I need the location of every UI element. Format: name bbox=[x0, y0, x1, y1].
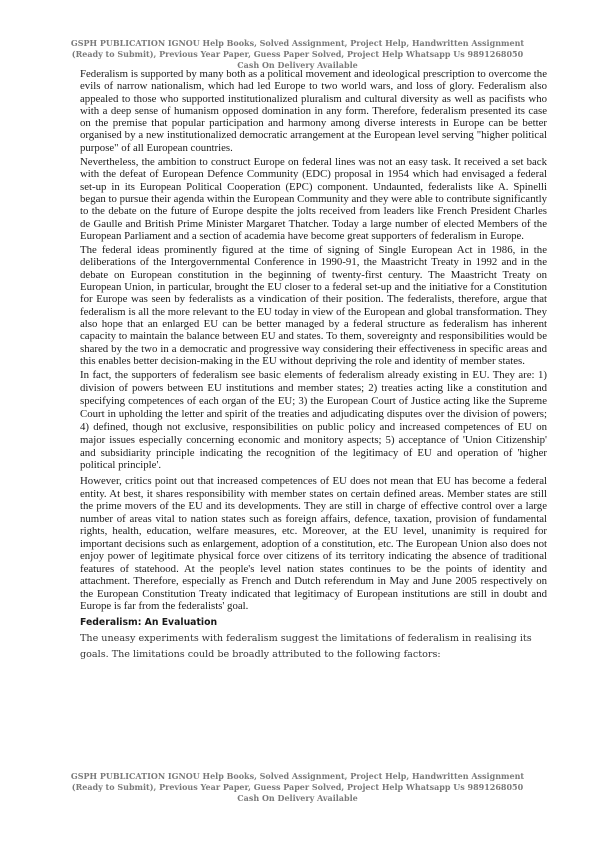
document-body bbox=[80, 68, 547, 666]
paragraph-evaluation: The uneasy experiments with federalism suggest the limitations of federalism in realising its goals. The limitations could be broadly attributed to the following factors: bbox=[80, 632, 532, 661]
paragraph-setback: Nevertheless, the ambition to construct Europe on federal lines was not an easy task. It received a set back with the defeat of European Defence Community (EDC) proposal in 1954 which had envisaged a federal set-up in its European Political Cooperation (EPC) component. Undaunted, federalists like A. Spinelli began to pursue their agenda within the European Community and they were able to contribute significantly to the debate on the future of Europe despite the jolts received from leaders like French President Charles de Gaulle and British Prime Minister Margaret Thatcher. Today a large number of elected Members of the European Parliament and a section of academia have become great supporters of federalism in Europe. bbox=[80, 156, 547, 242]
paragraph-federal-ideas: The federal ideas prominently figured at the time of signing of Single European Act in 1986, in the deliberations of the Intergovernmental Conference in 1990-91, the Maastricht Treaty in 1992 and in the debate on European constitution in the beginning of twenty-first century. The Maastricht Treaty on European Union, in particular, brought the EU closer to a federal set-up and the initiative for a Constitution for Europe was seen by federalists as a vindication of their position. The federalists, therefore, argue that federalism is all the more relevant to the EU today in view of the European and global transformation. They also hope that an enlarged EU can be better managed by a federal structure as federalism has inherent capacity to maintain the balance between EU and states. To them, sovereignty and responsibilities would be shared by the two in a democratic and progressive way considering their effectiveness in specific areas and this enables better decision-making in the EU without depriving the role and identity of member states. bbox=[80, 244, 547, 367]
header-banner: GSPH PUBLICATION IGNOU Help Books, Solved Assignment, Project Help, Handwritten Assignment (Ready to Submit), Previous Year Paper, Guess Paper Solved, Project Help Whatsapp Us 9891268050 Cash On Delivery Available bbox=[70, 38, 525, 70]
section-heading: Federalism: An Evaluation bbox=[80, 616, 218, 628]
paragraph-critics: However, critics point out that increased competences of EU does not mean that EU has become a federal entity. At best, it shares responsibility with member states on certain defined areas. Member states are still the prime movers of the EU and its developments. They are still in charge of effective control over a large number of areas vital to nation states such as foreign affairs, defence, taxation, provision of fundamental rights, health, education, welfare measures, etc. Moreover, at the EU level, unanimity is required for important decisions such as enlargement, adoption of a constitution, etc. The European Union also does not enjoy power of legitimate physical force over citizens of its territory indicating the absence of traditional features of statehood. At the people's level nation states continues to be the points of identity and attachment. Therefore, especially as French and Dutch referendum in May and June 2005 respectively on the European Constitution Treaty indicated that legitimacy of European institutions are still in doubt and Europe is far from the federalists' goal. bbox=[80, 475, 547, 613]
paragraph-basic-elements: In fact, the supporters of federalism see basic elements of federalism already existing in EU. They are: 1) division of powers between EU institutions and member states; 2) treaties acting like a constitution and specifying competences of each organ of the EU; 3) the European Court of Justice acting like the Supreme Court in upholding the letter and spirit of the treaties and adjudicating disputes over the division of powers; 4) defined, though not exclusive, responsibilities on public policy and increased competences of EU on major issues especially concerning economic and monitory aspects; 5) acceptance of 'Union Citizenship' and subsidiarity principle indicating the recognition of the legitimacy of EU and operation of 'higher political principle'. bbox=[80, 369, 547, 472]
footer-banner: GSPH PUBLICATION IGNOU Help Books, Solved Assignment, Project Help, Handwritten Assignment (Ready to Submit), Previous Year Paper, Guess Paper Solved, Project Help Whatsapp Us 9891268050 Cash On Delivery Available bbox=[70, 771, 525, 803]
paragraph-federalism-support: Federalism is supported by many both as a political movement and ideological prescription to overcome the evils of narrow nationalism, which had led Europe to two world wars, and loss of glory. Federalism also appealed to those who supported institutionalized pluralism and cultural diversity as well as pacifists who with a deep sense of humanism opposed domination in any form. Therefore, federalism presented its case on the premise that popular participation and harmony among diverse interests in Europe can be better organised by a new institutionalized democratic arrangement at the European level serving "higher political purpose" of all European countries. bbox=[80, 68, 547, 154]
